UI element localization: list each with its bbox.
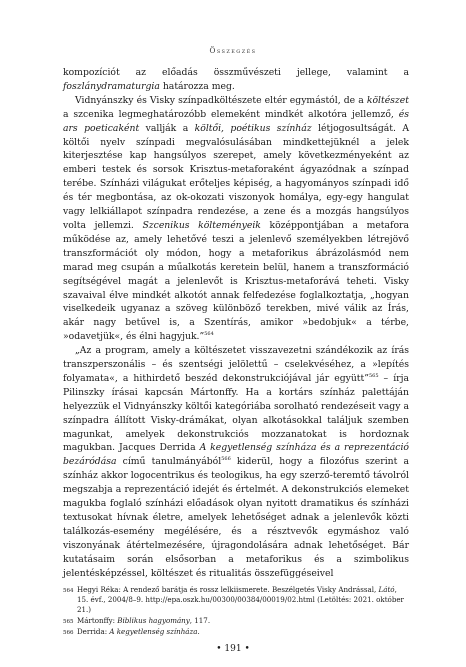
text-run: a szcenika legmeghatározóbb elemeként mindkét alkotóra jellemző,	[63, 108, 399, 120]
text-run: kiderül, hogy a filozófus szerint a színház akkor logocentrikus és teologikus, ha egy szerző-teremtő távolról megszabja a reprezentáció idejét és értelmét. A dekonstrukciós elemeket magukba foglaló színházi előadások olyan nyitott dramatikus és színházi textusokat hívnak életre, amelyek lehetőséget adnak a jelenlevők közti találkozás-esemény megélésére, és a résztvevők egymáshoz való viszonyának átértelmezésére, újragondolására adnak lehetőséget. Bár kutatásaim során elsősorban a metaforikus és a szimbolikus jelentésképzéssel, költészet és ritualitás összefüggéseivel	[63, 456, 410, 579]
italic-title: A kegyetlenség színháza	[109, 626, 198, 636]
footnote-text	[77, 627, 409, 638]
text-run: , 15. évf., 2004/8–9. http://epa.oszk.hu/00300/00384/00019/02.html (Letöltés: 2021. október 21.)	[77, 585, 404, 615]
footnote-565	[63, 616, 409, 627]
italic-term: és ars poeticaként	[63, 108, 409, 134]
italic-term: foszlánydramaturgia	[63, 80, 160, 92]
footnote-ref[interactable]: 565	[368, 372, 379, 379]
italic-title: Látó	[378, 585, 395, 594]
footnote-number: 565	[63, 618, 74, 625]
italic-term: Szcenikus költeményeik	[142, 219, 261, 231]
text-run: című tanulmányából	[116, 456, 222, 468]
text-run: Mártonffy:	[77, 615, 118, 625]
text-run: .	[197, 626, 200, 636]
text-run: kompozíciót az előadás összművészeti jellege, valamint a	[63, 67, 409, 78]
text-run: középpontjában a metafora működése az, amely lehetővé teszi a jelenlevő személyekben létrejövő transzformációt oly módon, hogy a metaforikus ábrázolásmód nem marad meg csupán a műalkotás keretein belül, hanem a transzformáció segítségével magát a jelenlevőt is Krisztus-metaforává teheti. Visky szavaival élve mindkét alkotót annak felfedezése foglalkoztatja, „hogyan viselkedeik ugyanaz a szöveg különböző terekben, mivé válik az Írás, akár nagy betűvel is, a Szentírás, amikor »bedobjuk« a térbe, »odavetjük«, és élni hagyjuk.”	[63, 219, 409, 343]
page-number: • 191 •	[216, 644, 250, 654]
paragraph-3	[63, 344, 409, 580]
text-run: Hegyi Réka: A rendező barátja és rossz lelkiismerete. Beszélgetés Visky Andrással,	[77, 585, 379, 594]
footnotes	[63, 585, 409, 638]
text-run: „Az a program, amely a költészetet visszavezetni szándékozik az írás transzperszonális – és szentségi jelölettű – cselekvéséhez, a »lepítés folyamata«, a hithirdető beszéd dekonstrukciójával jár együtt”	[63, 345, 409, 384]
footnote-text	[77, 585, 409, 616]
italic-title: Biblikus hagyomány	[117, 615, 190, 625]
text-run: – írja Pilinszky írásai kapcsán Mártonffy. Ha a kortárs színház palettáján helyezzük el Vidnyánszky költői kategóriába sorolható rendezéseit vagy a színpadra állított Visky-drámákat, olyan alkotásokkal találjuk szemben magunkat, amelyek dekonstrukciós mozzanatokat is hordoznak magukban. Jacques Derrida	[63, 372, 409, 454]
italic-title: A kegyetlenség színháza és a reprezentáció bezáródása	[63, 442, 409, 468]
main-text	[63, 66, 409, 581]
footnote-566	[63, 627, 409, 638]
text-run: Vidnyánszky és Visky színpadköltészete eltér egymástól, de a	[75, 94, 367, 106]
footnote-ref[interactable]: 564	[204, 331, 214, 338]
footnote-number: 566	[63, 629, 74, 636]
paragraph-2	[63, 94, 409, 344]
text-run: létjogosultságát. A költői nyelv színpadi megvalósulásában mindkettejüknél a jelek kiterjesztése kap hangsúlyos szerepet, amely következményeként az emberi testek és sorsok Krisztus-metaforaként ágyazódnak a színpad terébe. Színházi világukat erőteljes képiség, a hagyományos színpadi idő és tér megbontása, az ok-okozati viszonyok homálya, egy-egy hangulat vagy lelkiállapot színpadra rendezése, a zene és a mozgás hangsúlyos volta jellemzi.	[63, 122, 410, 231]
italic-term: költői, poétikus színház	[194, 122, 312, 134]
text-run: Derrida:	[77, 626, 110, 636]
italic-term: költészet	[366, 94, 409, 106]
running-header: Összegzés	[209, 46, 257, 55]
footnote-number: 564	[63, 588, 74, 594]
text-run: határozza meg.	[159, 80, 235, 92]
paragraph-1	[63, 66, 409, 94]
text-run: , 117.	[189, 615, 211, 625]
footnote-564	[63, 585, 409, 616]
text-run: vallják a	[139, 122, 195, 134]
footnote-ref[interactable]: 566	[221, 456, 231, 463]
footnote-text	[77, 616, 409, 627]
